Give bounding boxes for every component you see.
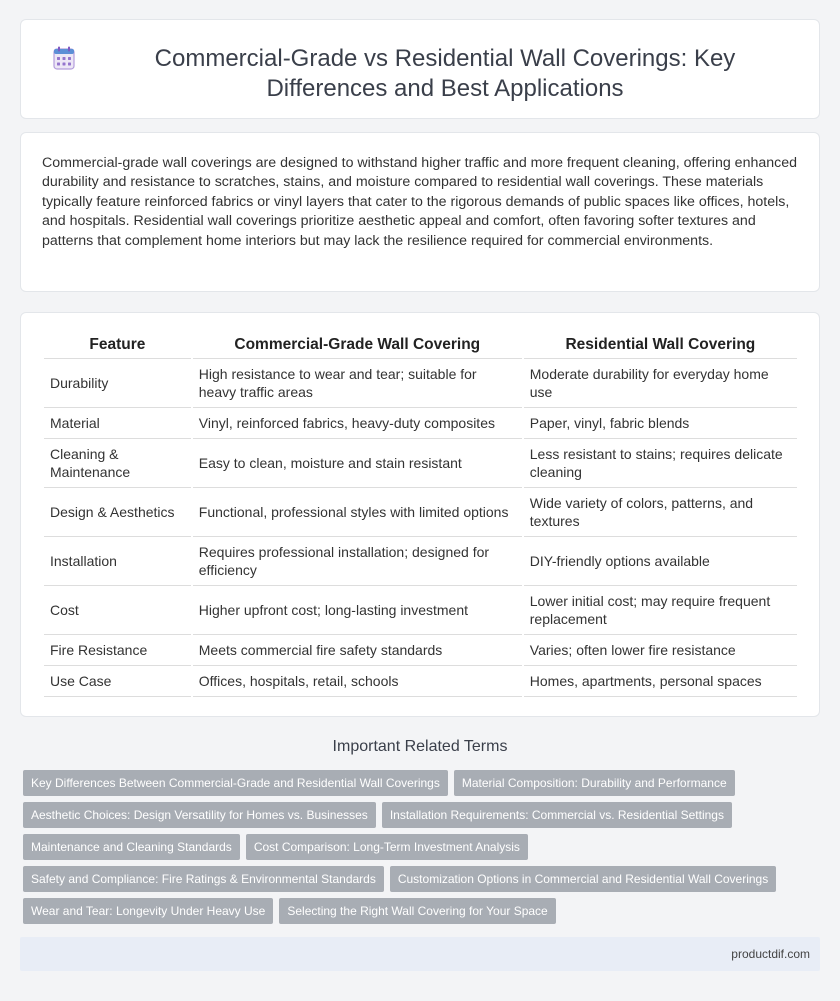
table-cell-residential: Lower initial cost; may require frequent replacement — [524, 586, 797, 635]
table-row — [44, 537, 797, 586]
table-cell-commercial: Vinyl, reinforced fabrics, heavy-duty composites — [193, 408, 522, 439]
table-row — [44, 635, 797, 666]
table-row — [44, 359, 797, 408]
table-cell-residential: DIY-friendly options available — [524, 537, 797, 586]
table-header-feature: Feature — [44, 331, 191, 359]
footer-site-link[interactable]: productdif.com — [731, 947, 810, 961]
table-cell-feature: Fire Resistance — [44, 635, 191, 666]
related-term-tag[interactable]: Installation Requirements: Commercial vs. Residential Settings — [382, 802, 732, 828]
table-cell-residential: Varies; often lower fire resistance — [524, 635, 797, 666]
table-cell-commercial: Meets commercial fire safety standards — [193, 635, 522, 666]
related-term-tag[interactable]: Key Differences Between Commercial-Grade and Residential Wall Coverings — [23, 770, 448, 796]
table-cell-residential: Homes, apartments, personal spaces — [524, 666, 797, 697]
header-card — [20, 19, 820, 119]
related-term-tag[interactable]: Customization Options in Commercial and Residential Wall Coverings — [390, 866, 776, 892]
intro-paragraph: Commercial-grade wall coverings are designed to withstand higher traffic and more frequent cleaning, offering enhanced durability and resistance to scratches, stains, and moisture compared to residential wall coverings. These materials typically feature reinforced fabrics or vinyl layers that cater to the rigorous demands of public spaces like offices, hotels, and hospitals. Residential wall coverings prioritize aesthetic appeal and comfort, often favoring softer textures and patterns that complement home interiors but may lack the resilience required for commercial environments. — [42, 155, 797, 249]
table-cell-commercial: Offices, hospitals, retail, schools — [193, 666, 522, 697]
related-term-tag[interactable]: Selecting the Right Wall Covering for Your Space — [279, 898, 555, 924]
page-title: Commercial-Grade vs Residential Wall Coverings: Key Differences and Best Applications — [154, 45, 736, 102]
related-term-tag[interactable]: Safety and Compliance: Fire Ratings & Environmental Standards — [23, 866, 384, 892]
table-cell-feature: Material — [44, 408, 191, 439]
table-cell-feature: Design & Aesthetics — [44, 488, 191, 537]
table-cell-commercial: High resistance to wear and tear; suitable for heavy traffic areas — [193, 359, 522, 408]
calendar-grid-icon — [53, 46, 75, 70]
table-cell-feature: Cleaning & Maintenance — [44, 439, 191, 488]
comparison-table-card — [20, 312, 820, 717]
table-cell-commercial: Higher upfront cost; long-lasting investment — [193, 586, 522, 635]
related-term-tag[interactable]: Aesthetic Choices: Design Versatility for Homes vs. Businesses — [23, 802, 376, 828]
table-cell-feature: Use Case — [44, 666, 191, 697]
table-cell-residential: Less resistant to stains; requires delicate cleaning — [524, 439, 797, 488]
table-cell-commercial: Functional, professional styles with limited options — [193, 488, 522, 537]
table-cell-feature: Durability — [44, 359, 191, 408]
table-row — [44, 666, 797, 697]
table-cell-commercial: Requires professional installation; designed for efficiency — [193, 537, 522, 586]
related-term-tag[interactable]: Cost Comparison: Long-Term Investment Analysis — [246, 834, 528, 860]
related-terms-list — [23, 770, 823, 930]
footer-bar — [20, 937, 820, 971]
table-cell-feature: Cost — [44, 586, 191, 635]
related-term-tag[interactable]: Material Composition: Durability and Performance — [454, 770, 735, 796]
table-row — [44, 408, 797, 439]
table-cell-residential: Wide variety of colors, patterns, and textures — [524, 488, 797, 537]
table-cell-commercial: Easy to clean, moisture and stain resistant — [193, 439, 522, 488]
table-header-residential: Residential Wall Covering — [524, 331, 797, 359]
table-cell-residential: Moderate durability for everyday home use — [524, 359, 797, 408]
intro-card — [20, 132, 820, 292]
table-cell-feature: Installation — [44, 537, 191, 586]
table-header-commercial: Commercial-Grade Wall Covering — [193, 331, 522, 359]
related-terms-heading: Important Related Terms — [332, 738, 508, 755]
table-row — [44, 488, 797, 537]
table-row — [44, 586, 797, 635]
comparison-table — [42, 331, 799, 697]
table-cell-residential: Paper, vinyl, fabric blends — [524, 408, 797, 439]
related-term-tag[interactable]: Wear and Tear: Longevity Under Heavy Use — [23, 898, 273, 924]
table-row — [44, 439, 797, 488]
related-term-tag[interactable]: Maintenance and Cleaning Standards — [23, 834, 240, 860]
